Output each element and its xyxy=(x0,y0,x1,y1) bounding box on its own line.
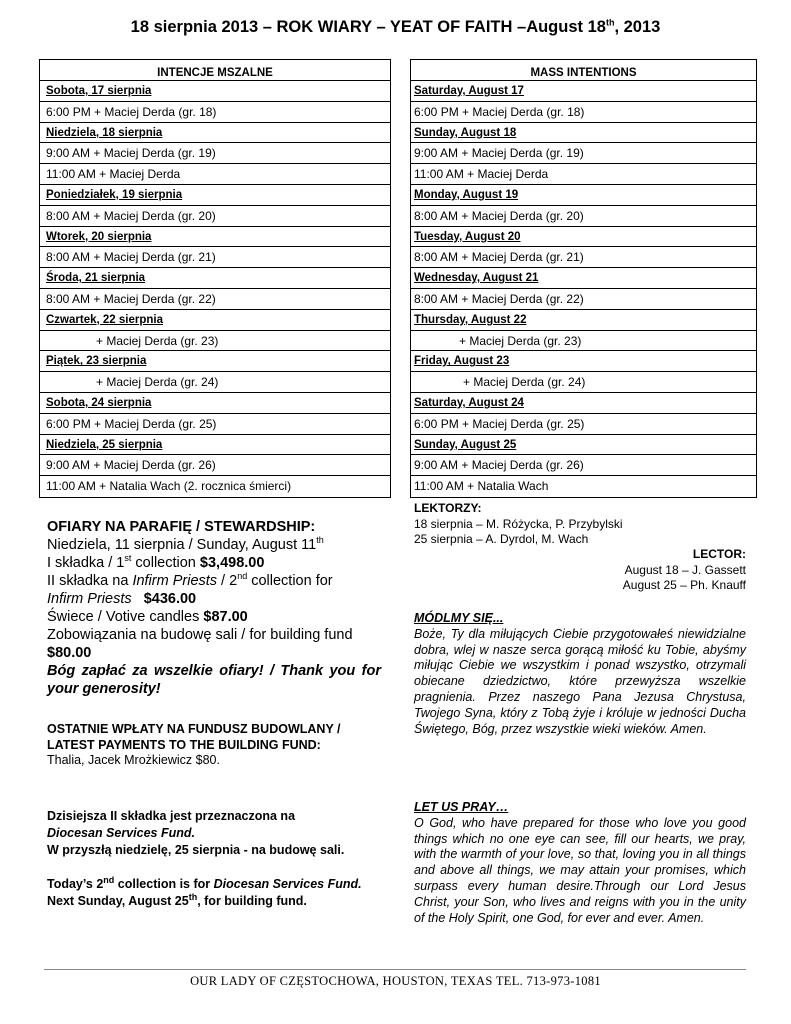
day-heading: Poniedziałek, 19 sierpnia xyxy=(40,185,390,206)
intention-row: 6:00 PM + Maciej Derda (gr. 18) xyxy=(411,102,756,123)
intentions-en-table xyxy=(410,59,757,498)
day-heading: Czwartek, 22 sierpnia xyxy=(40,310,390,331)
candles-line: Świece / Votive candles $87.00 xyxy=(47,609,248,625)
prayer-pl-heading: MÓDLMY SIĘ... xyxy=(414,611,504,625)
day-heading: Saturday, August 17 xyxy=(411,81,756,102)
intention-row: + Maciej Derda (gr. 24) xyxy=(40,372,390,393)
day-heading: Wtorek, 20 sierpnia xyxy=(40,227,390,248)
intention-row: 6:00 PM + Maciej Derda (gr. 25) xyxy=(411,414,756,435)
intention-row: 8:00 AM + Maciej Derda (gr. 20) xyxy=(411,206,756,227)
fund-names: Thalia, Jacek Mrożkiewicz $80. xyxy=(47,753,220,767)
intention-row: 11:00 AM + Maciej Derda xyxy=(40,164,390,185)
prayer-en-text: O God, who have prepared for those who love you good things which no one eye can see, fill our hearts, we pray, with the warmth of your love, so that, loving you in all things and above all things, we may attain your promises, which surpass every human desire.Through our Lord Jesus Christ, your Son, who lives and reigns with you in the unity of the Holy Spirit, one God, for ever and ever. Amen. xyxy=(414,815,746,925)
day-heading: Sobota, 17 sierpnia xyxy=(40,81,390,102)
intention-row: 9:00 AM + Maciej Derda (gr. 19) xyxy=(40,143,390,164)
intention-row: + Maciej Derda (gr. 23) xyxy=(40,331,390,352)
day-heading: Friday, August 23 xyxy=(411,351,756,372)
prayer-en-section xyxy=(414,800,746,926)
footer: OUR LADY OF CZĘSTOCHOWA, HOUSTON, TEXAS TEL. 713-973-1081 xyxy=(190,974,601,988)
intention-row: 11:00 AM + Maciej Derda xyxy=(411,164,756,185)
day-heading: Saturday, August 24 xyxy=(411,393,756,414)
building-fund-line: Zobowiązania na budowę sali / for building fund xyxy=(47,627,353,643)
intentions-pl-table xyxy=(39,59,391,498)
building-fund-amount: $80.00 xyxy=(47,645,92,661)
en-next-sunday: Next Sunday, August 25th, for building fund. xyxy=(47,891,307,908)
intention-row: 9:00 AM + Maciej Derda (gr. 26) xyxy=(40,455,390,476)
building-fund-section xyxy=(47,722,381,769)
lector-heading: LECTOR: xyxy=(692,547,746,561)
day-heading: Wednesday, August 21 xyxy=(411,268,756,289)
intention-row: + Maciej Derda (gr. 24) xyxy=(411,372,756,393)
intentions-pl-header: INTENCJE MSZALNE xyxy=(40,60,390,81)
en-collection-line: Today’s 2nd collection is for Diocesan Services Fund. xyxy=(47,874,362,891)
prayer-pl-text: Boże, Ty dla miłujących Ciebie przygotowałeś niewidzialne dobra, wlej w nasze serca gorącą miłość ku Tobie, abyśmy miłując Ciebie we wszystkim i ponad wszystko, otrzymali obiecane dziedzictwo, które przewyższa wszelkie pragnienia. Przez naszego Pana Jezusa Chrystusa, Twojego Syna, który z Tobą żyje i króluje w jedności Ducha Świętego, Bóg, przez wszystkie wieki wieków. Amen. xyxy=(414,626,746,736)
day-heading: Monday, August 19 xyxy=(411,185,756,206)
day-heading: Piątek, 23 sierpnia xyxy=(40,351,390,372)
day-heading: Sunday, August 18 xyxy=(411,123,756,144)
lector-line: August 25 – Ph. Knauff xyxy=(622,578,746,592)
day-heading: Sunday, August 25 xyxy=(411,435,756,456)
second-collection-amount: Infirm Priests $436.00 xyxy=(47,591,197,607)
lektorzy-line: 18 sierpnia – M. Różycka, P. Przybylski xyxy=(414,516,623,531)
day-heading: Niedziela, 18 sierpnia xyxy=(40,123,390,144)
prayer-pl-section xyxy=(414,611,746,737)
page-title: 18 sierpnia 2013 – ROK WIARY – YEAT OF FAITH –August 18th, 2013 xyxy=(130,17,661,36)
intention-row: 9:00 AM + Maciej Derda (gr. 26) xyxy=(411,455,756,476)
intention-row: 8:00 AM + Maciej Derda (gr. 20) xyxy=(40,206,390,227)
footer-divider xyxy=(44,969,746,970)
day-heading: Thursday, August 22 xyxy=(411,310,756,331)
lector-section xyxy=(414,547,746,594)
intention-row: 6:00 PM + Maciej Derda (gr. 18) xyxy=(40,102,390,123)
stewardship-date: Niedziela, 11 sierpnia / Sunday, August 11th xyxy=(47,535,324,553)
intention-row: 11:00 AM + Natalia Wach (2. rocznica śmierci) xyxy=(46,479,292,494)
intention-row: 8:00 AM + Maciej Derda (gr. 22) xyxy=(411,289,756,310)
prayer-en-heading: LET US PRAY… xyxy=(414,800,509,814)
second-collection-line: II składka na Infirm Priests / 2nd collection for xyxy=(47,571,333,589)
intentions-en-header: MASS INTENTIONS xyxy=(411,60,756,81)
lector-line: August 18 – J. Gassett xyxy=(624,562,746,577)
lektorzy-section xyxy=(414,501,746,548)
lektorzy-heading: LEKTORZY: xyxy=(414,501,482,515)
lektorzy-line: 25 sierpnia – A. Dyrdol, M. Wach xyxy=(414,532,589,546)
intention-row: 11:00 AM + Natalia Wach xyxy=(414,479,549,494)
second-collection-section xyxy=(47,808,381,910)
stewardship-heading: OFIARY NA PARAFIĘ / STEWARDSHIP: xyxy=(47,519,316,535)
stewardship-section xyxy=(47,518,381,698)
day-heading: Sobota, 24 sierpnia xyxy=(40,393,390,414)
intention-row: 8:00 AM + Maciej Derda (gr. 21) xyxy=(411,247,756,268)
intention-row: 9:00 AM + Maciej Derda (gr. 19) xyxy=(411,143,756,164)
pl-collection-line: Dzisiejsza II składka jest przeznaczona na xyxy=(47,809,296,823)
intention-row: + Maciej Derda (gr. 23) xyxy=(411,331,756,352)
day-heading: Środa, 21 sierpnia xyxy=(40,268,390,289)
thanks-text: Bóg zapłać za wszelkie ofiary! / Thank you for your generosity! xyxy=(47,663,381,697)
fund-heading: OSTATNIE WPŁATY NA FUNDUSZ BUDOWLANY / LATEST PAYMENTS TO THE BUILDING FUND: xyxy=(47,722,341,752)
intention-row: 8:00 AM + Maciej Derda (gr. 22) xyxy=(40,289,390,310)
pl-next-sunday: W przyszłą niedzielę, 25 sierpnia - na budowę sali. xyxy=(47,843,345,857)
day-heading: Niedziela, 25 sierpnia xyxy=(40,435,390,456)
day-heading: Tuesday, August 20 xyxy=(411,227,756,248)
pl-collection-fund: Diocesan Services Fund. xyxy=(47,826,195,840)
intention-row: 8:00 AM + Maciej Derda (gr. 21) xyxy=(40,247,390,268)
first-collection: I składka / 1st collection $3,498.00 xyxy=(47,553,265,571)
intention-row: 6:00 PM + Maciej Derda (gr. 25) xyxy=(40,414,390,435)
